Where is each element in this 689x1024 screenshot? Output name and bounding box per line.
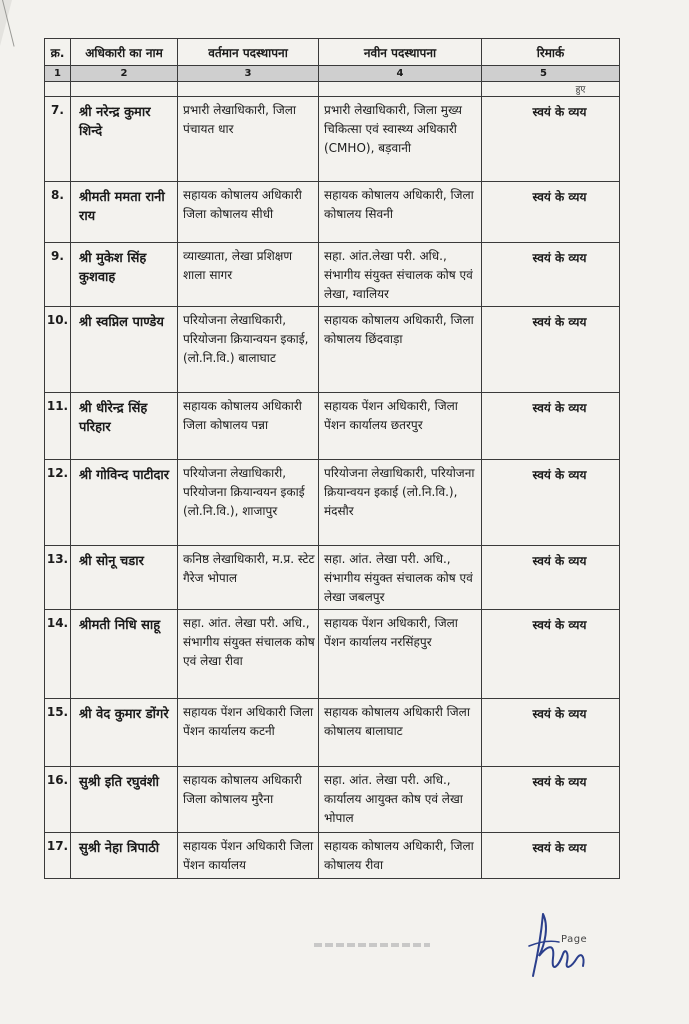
serial-number-cell: 13. [45,546,71,610]
current-posting-cell: परियोजना लेखाधिकारी, परियोजना क्रियान्वयन इकाई, (लो.नि.वि.) बालाघाट [178,307,319,393]
table-row [45,767,620,833]
remark-cell: स्वयं के व्यय [482,307,620,393]
remark-cell: स्वयं के व्यय [482,460,620,546]
officer-name-cell: श्री सोनू चडार [71,546,178,610]
new-posting-cell: प्रभारी लेखाधिकारी, जिला मुख्य चिकित्सा एवं स्वास्थ्य अधिकारी (CMHO), बड़वानी [319,97,482,182]
current-posting-cell: व्याख्याता, लेखा प्रशिक्षण शाला सागर [178,243,319,307]
transfer-table [44,38,620,879]
column-number: 5 [482,66,620,82]
table-row [45,97,620,182]
remark-cell: स्वयं के व्यय [482,97,620,182]
officer-name-cell: श्रीमती निधि साहू [71,610,178,699]
column-number: 1 [45,66,71,82]
officer-name-cell: श्रीमती ममता रानी राय [71,182,178,243]
serial-number-cell: 8. [45,182,71,243]
serial-number-cell: 11. [45,393,71,460]
current-posting-cell: कनिष्ठ लेखाधिकारी, म.प्र. स्टेट गैरेज भोपाल [178,546,319,610]
current-posting-cell: परियोजना लेखाधिकारी, परियोजना क्रियान्वयन इकाई (लो.नि.वि.), शाजापुर [178,460,319,546]
serial-number-cell: 17. [45,833,71,879]
remark-cell: स्वयं के व्यय [482,767,620,833]
table-row [45,182,620,243]
header-serial: क्र. [45,39,71,66]
current-posting-cell: सहायक पेंशन अधिकारी जिला पेंशन कार्यालय [178,833,319,879]
table-body [45,97,620,879]
carryover-text: हुए [482,82,620,97]
new-posting-cell: सहा. आंत. लेखा परी. अधि., संभागीय संयुक्त संचालक कोष एवं लेखा जबलपुर [319,546,482,610]
remark-cell: स्वयं के व्यय [482,610,620,699]
new-posting-cell: सहायक पेंशन अधिकारी, जिला पेंशन कार्यालय छतरपुर [319,393,482,460]
page-corner-fold [0,0,12,46]
header-officer-name: अधिकारी का नाम [71,39,178,66]
officer-name-cell: श्री नरेन्द्र कुमार शिन्दे [71,97,178,182]
officer-name-cell: श्री धीरेन्द्र सिंह परिहार [71,393,178,460]
current-posting-cell: सहा. आंत. लेखा परी. अधि., संभागीय संयुक्त संचालक कोष एवं लेखा रीवा [178,610,319,699]
serial-number-cell: 7. [45,97,71,182]
current-posting-cell: सहायक कोषालय अधिकारी जिला कोषालय पन्ना [178,393,319,460]
remark-cell: स्वयं के व्यय [482,833,620,879]
remark-cell: स्वयं के व्यय [482,243,620,307]
column-number: 4 [319,66,482,82]
officer-name-cell: श्री मुकेश सिंह कुशवाह [71,243,178,307]
current-posting-cell: प्रभारी लेखाधिकारी, जिला पंचायत धार [178,97,319,182]
new-posting-cell: सहायक कोषालय अधिकारी, जिला कोषालय सिवनी [319,182,482,243]
serial-number-cell: 16. [45,767,71,833]
table-row [45,243,620,307]
column-number: 3 [178,66,319,82]
header-current-posting: वर्तमान पदस्थापना [178,39,319,66]
header-new-posting: नवीन पदस्थापना [319,39,482,66]
table-row [45,460,620,546]
serial-number-cell: 14. [45,610,71,699]
officer-name-cell: श्री स्वप्निल पाण्डेय [71,307,178,393]
carryover-row [45,82,620,97]
table-row [45,546,620,610]
remark-cell: स्वयं के व्यय [482,546,620,610]
new-posting-cell: सहायक कोषालय अधिकारी, जिला कोषालय रीवा [319,833,482,879]
serial-number-cell: 10. [45,307,71,393]
serial-number-cell: 12. [45,460,71,546]
header-remark: रिमार्क [482,39,620,66]
new-posting-cell: सहा. आंत.लेखा परी. अधि., संभागीय संयुक्त संचालक कोष एवं लेखा, ग्वालियर [319,243,482,307]
new-posting-cell: सहायक कोषालय अधिकारी, जिला कोषालय छिंदवाड़ा [319,307,482,393]
current-posting-cell: सहायक कोषालय अधिकारी जिला कोषालय मुरैना [178,767,319,833]
current-posting-cell: सहायक पेंशन अधिकारी जिला पेंशन कार्यालय कटनी [178,699,319,767]
remark-cell: स्वयं के व्यय [482,393,620,460]
officer-name-cell: श्री वेद कुमार डोंगरे [71,699,178,767]
table-row [45,393,620,460]
signature-image [519,896,595,992]
officer-name-cell: श्री गोविन्द पाटीदार [71,460,178,546]
new-posting-cell: सहा. आंत. लेखा परी. अधि., कार्यालय आयुक्त कोष एवं लेखा भोपाल [319,767,482,833]
remark-cell: स्वयं के व्यय [482,182,620,243]
column-number-row [45,66,620,82]
serial-number-cell: 15. [45,699,71,767]
table-row [45,699,620,767]
table-row [45,833,620,879]
page-label: Page [561,934,588,945]
officer-name-cell: सुश्री इति रघुवंशी [71,767,178,833]
column-number: 2 [71,66,178,82]
table-row [45,307,620,393]
new-posting-cell: सहायक पेंशन अधिकारी, जिला पेंशन कार्यालय नरसिंहपुर [319,610,482,699]
new-posting-cell: सहायक कोषालय अधिकारी जिला कोषालय बालाघाट [319,699,482,767]
table-row [45,610,620,699]
remark-cell: स्वयं के व्यय [482,699,620,767]
table-header-row [45,39,620,66]
current-posting-cell: सहायक कोषालय अधिकारी जिला कोषालय सीधी [178,182,319,243]
new-posting-cell: परियोजना लेखाधिकारी, परियोजना क्रियान्वयन इकाई (लो.नि.वि.), मंदसौर [319,460,482,546]
officer-name-cell: सुश्री नेहा त्रिपाठी [71,833,178,879]
footer-smudge-line [314,943,430,947]
serial-number-cell: 9. [45,243,71,307]
